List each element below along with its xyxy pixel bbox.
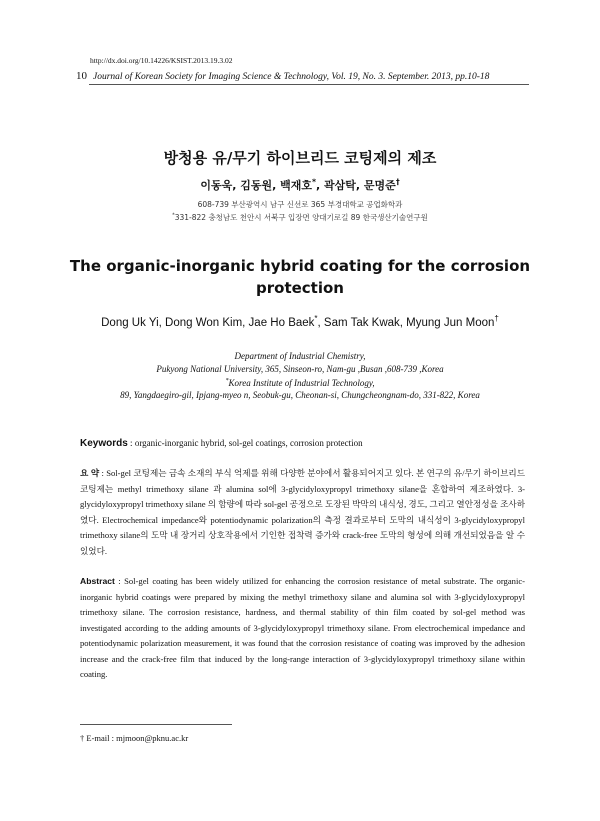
english-title-line1: The organic-inorganic hybrid coating for the corrosion [69, 257, 531, 275]
english-affiliation-line3-text: Korea Institute of Industrial Technology, [228, 378, 375, 388]
english-abstract-text: Sol-gel coating has been widely utilized for enhancing the corrosion resistance of metal substrate. The organic-inorganic hybrid coatings were prepared by mixing the methyl trimethoxy silane and alumina sol with 3-glycidyloxypropyl trimethoxy silane. The corrosion resistance, hardness, and thermal stability of thin film coated by sol-gel method was investigated according to the adding amounts of 3-glycidyloxypropyl trimethoxy silane. From electrochemical impedance and potentiodynamic polarization measurement, it was found that the corrosion resistance of coating was improved by the adhesion increase and the crack-free film that induced by the long-range interaction of 3-glycidyloxypropyl trimethoxy silane within coating. [80, 576, 526, 679]
journal-header [76, 70, 489, 82]
keywords-label: Keywords [80, 438, 128, 449]
korean-authors-main: 이동욱, 김동원, 백재호 [200, 179, 312, 192]
korean-authors-mark: * [312, 177, 317, 187]
doi-link[interactable]: http://dx.doi.org/10.14226/KSIST.2013.19.3.02 [90, 56, 233, 65]
keywords-sep: : [127, 438, 135, 448]
english-affiliation-line2: Pukyong National University, 365, Sinseon-ro, Nam-gu ,Busan ,608-739 ,Korea [156, 364, 444, 374]
korean-abstract-text: Sol-gel 코팅제는 금속 소재의 부식 억제를 위해 다양한 분야에서 활용되어지고 있다. 본 연구의 유/무기 하이브리드 코팅제는 methyl trimethoxy silane 과 alumina sol에 3-glycidyloxypropyl trimethoxy silane을 혼합하여 제조하였다. 3-glycidyloxypropyl trimethoxy silane 의 함량에 따라 sol-gel 공정으로 도장된 박막의 내식성, 경도, 그리고 열안정성을 조사하였다. Electrochemical impedance와 potentiodynamic polarization의 측정 결과로부터 도막의 내식성이 3-glycidyloxypropyl trimethoxy silane의 도막 내 장거리 상호작용에서 기인한 접착력 증가와 crack-free 도막의 형성에 의해 개선되었음을 알 수 있었다. [80, 468, 525, 556]
english-authors [40, 314, 560, 329]
english-authors-mark2: † [494, 314, 499, 323]
english-abstract [80, 574, 525, 683]
footnote-email[interactable]: mjmoon@pknu.ac.kr [116, 733, 189, 743]
journal-citation: Journal of Korean Society for Imaging Science & Technology, Vol. 19, No. 3. September. 2013, pp.10-18 [93, 72, 490, 82]
korean-title: 방청용 유/무기 하이브리드 코팅제의 제조 [163, 149, 437, 167]
english-title [40, 255, 560, 299]
english-abstract-label: Abstract [80, 576, 115, 586]
english-authors-mark: * [314, 314, 318, 323]
korean-affiliation-2-text: 331-822 충청남도 천안시 서북구 입장면 양대기로길 89 한국생산기술연구원 [174, 213, 428, 222]
english-title-line2: protection [256, 279, 344, 297]
footnote-mark: † [80, 733, 85, 743]
english-affiliation-line3 [40, 377, 560, 388]
keywords-text: organic-inorganic hybrid, sol-gel coatings, corrosion protection [134, 438, 363, 448]
keywords [80, 438, 525, 449]
english-authors-main: Dong Uk Yi, Dong Won Kim, Jae Ho Baek [101, 316, 315, 329]
footnote [80, 733, 188, 743]
english-affiliation-line3-mark: * [225, 377, 229, 384]
korean-abstract-sep: : [99, 468, 107, 478]
korean-authors-mark2: † [395, 177, 400, 187]
footnote-sep: : [109, 733, 117, 743]
footnote-rule [80, 724, 232, 725]
korean-affiliation-2-mark: * [172, 212, 175, 219]
korean-affiliation-1: 608-739 부산광역시 남구 신선로 365 부경대학교 공업화학과 [197, 200, 403, 209]
korean-affiliation-2 [40, 212, 560, 223]
english-affiliation-line4: 89, Yangdaegiro-gil, Ipjang-myeo n, Seobuk-gu, Cheonan-si, Chungcheongnam-do, 331-822, Korea [120, 390, 480, 400]
page-number: 10 [76, 70, 87, 82]
english-authors-tail: , Sam Tak Kwak, Myung Jun Moon [317, 316, 495, 329]
korean-abstract-label: 요 약 [80, 468, 100, 478]
korean-authors [40, 177, 560, 193]
korean-authors-tail: , 곽삼탁, 문명준 [316, 179, 396, 192]
english-abstract-sep: : [114, 576, 125, 586]
english-affiliation-line1: Department of Industrial Chemistry, [234, 351, 366, 361]
header-rule [89, 84, 529, 85]
korean-abstract [80, 466, 525, 559]
footnote-label: E-mail [84, 733, 110, 743]
